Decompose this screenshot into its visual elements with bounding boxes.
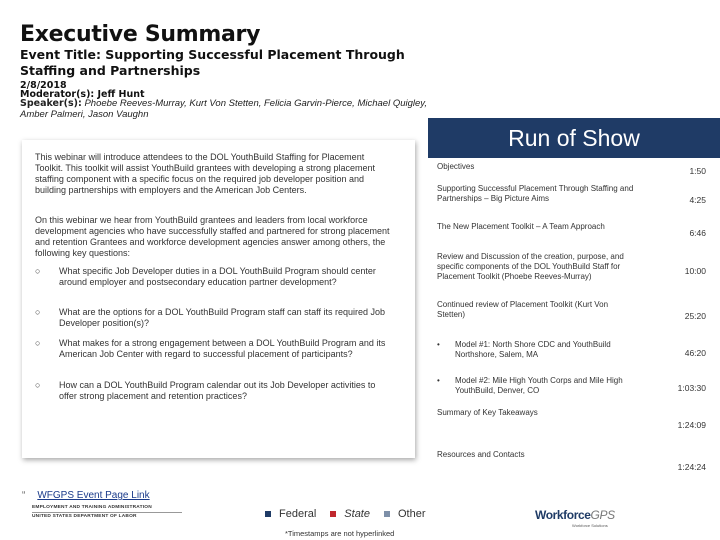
workforcegps-logo xyxy=(535,508,615,522)
workforcegps-logo-main: Workforce xyxy=(535,508,591,522)
circle-bullet-icon: ○ xyxy=(35,266,41,276)
question-text: What makes for a strong engagement between a DOL YouthBuild Program and its American Job Center with regard to successful placement of participants? xyxy=(59,338,386,359)
legend-label-other: Other xyxy=(397,508,426,520)
run-of-show-label-text: Model #1: North Shore CDC and YouthBuild Northshore, Salem, MA xyxy=(455,340,611,359)
legend-item-other xyxy=(384,508,426,520)
run-of-show-label: Resources and Contacts xyxy=(437,450,525,459)
quote-icon: “ xyxy=(22,490,26,501)
run-of-show-time[interactable]: 10:00 xyxy=(684,266,706,276)
eta-logo-line-1: EMPLOYMENT AND TRAINING ADMINISTRATION xyxy=(32,505,152,510)
page-title: Executive Summary xyxy=(20,22,261,47)
circle-bullet-icon: ○ xyxy=(35,338,41,348)
summary-paragraph-2: On this webinar we hear from YouthBuild grantees and leaders from local workforce development agencies who have successfully staffed and partnered for strong placement and retention Grantees and workforce development agencies answer among others, the following key questions: xyxy=(35,215,390,258)
legend-swatch-other xyxy=(384,511,390,517)
run-of-show-label: Summary of Key Takeaways xyxy=(437,408,538,417)
speakers-label: Speaker(s): xyxy=(20,98,82,109)
timestamps-note: *Timestamps are not hyperlinked xyxy=(285,529,395,538)
event-page-link-row xyxy=(22,490,150,501)
legend xyxy=(265,508,440,520)
question-text: What are the options for a DOL YouthBuild Program staff can staff its required Job Developer position(s)? xyxy=(59,307,386,328)
workforcegps-logo-gps: GPS xyxy=(590,508,615,522)
run-of-show-label-text: Model #2: Mile High Youth Corps and Mile High YouthBuild, Denver, CO xyxy=(455,376,623,395)
legend-item-state xyxy=(330,508,370,520)
run-of-show-time[interactable]: 1:03:30 xyxy=(677,383,706,393)
run-of-show-time[interactable]: 6:46 xyxy=(689,228,706,238)
run-of-show-time[interactable]: 46:20 xyxy=(684,348,706,358)
run-of-show-time[interactable]: 25:20 xyxy=(684,311,706,321)
run-of-show-label: The New Placement Toolkit – A Team Approach xyxy=(437,222,605,231)
eta-logo-rule xyxy=(32,512,182,513)
bullet-icon: • xyxy=(437,376,440,385)
summary-card xyxy=(22,140,415,458)
legend-label-state: State xyxy=(344,508,370,520)
run-of-show-label: Objectives xyxy=(437,162,475,171)
run-of-show-time[interactable]: 1:24:09 xyxy=(677,420,706,430)
event-page-link[interactable]: WFGPS Event Page Link xyxy=(37,490,150,501)
run-of-show-time[interactable]: 1:24:24 xyxy=(677,462,706,472)
run-of-show-label: Supporting Successful Placement Through Staffing and Partnerships – Big Picture Aims xyxy=(437,184,634,203)
run-of-show-label: Review and Discussion of the creation, purpose, and specific components of the DOL YouthBuild Staff for Placement Toolkit (Phoebe Reeves-Murray) xyxy=(437,252,624,281)
run-of-show-header: Run of Show xyxy=(428,118,720,158)
moderator-line: Moderator(s): Jeff Hunt xyxy=(20,89,145,100)
workforcegps-logo-sub: Workforce Solutions xyxy=(572,523,608,528)
question-text: How can a DOL YouthBuild Program calendar out its Job Developer activities to offer strong placement and retention practices? xyxy=(59,380,376,401)
event-date: 2/8/2018 xyxy=(20,80,67,91)
legend-swatch-state xyxy=(330,511,336,517)
summary-paragraph-1: This webinar will introduce attendees to the DOL YouthBuild Staffing for Placement Toolkit. This toolkit will assist YouthBuild grantees with developing a strong placement staffing component with a specific focus on the required job developer position and building partnerships with employers and the American Job Centers. xyxy=(35,152,376,195)
circle-bullet-icon: ○ xyxy=(35,307,41,317)
legend-label-federal: Federal xyxy=(279,508,317,520)
speakers-names: Phoebe Reeves-Murray, Kurt Von Stetten, Felicia Garvin-Pierce, Michael Quigley, Amber Palmeri, Jason Vaughn xyxy=(20,98,427,120)
run-of-show-time[interactable]: 1:50 xyxy=(689,166,706,176)
bullet-icon: • xyxy=(437,340,440,349)
run-of-show-time[interactable]: 4:25 xyxy=(689,195,706,205)
eta-logo-line-2: UNITED STATES DEPARTMENT OF LABOR xyxy=(32,514,137,519)
question-text: What specific Job Developer duties in a DOL YouthBuild Program should center around employer and postsecondary education partner development? xyxy=(59,266,376,287)
speakers-line xyxy=(20,98,440,120)
legend-swatch-federal xyxy=(265,511,271,517)
eta-logo xyxy=(32,505,182,520)
run-of-show-label: Continued review of Placement Toolkit (Kurt Von Stetten) xyxy=(437,300,609,319)
legend-item-federal xyxy=(265,508,316,520)
circle-bullet-icon: ○ xyxy=(35,380,41,390)
event-title: Event Title: Supporting Successful Placement Through Staffing and Partnerships xyxy=(20,47,405,78)
